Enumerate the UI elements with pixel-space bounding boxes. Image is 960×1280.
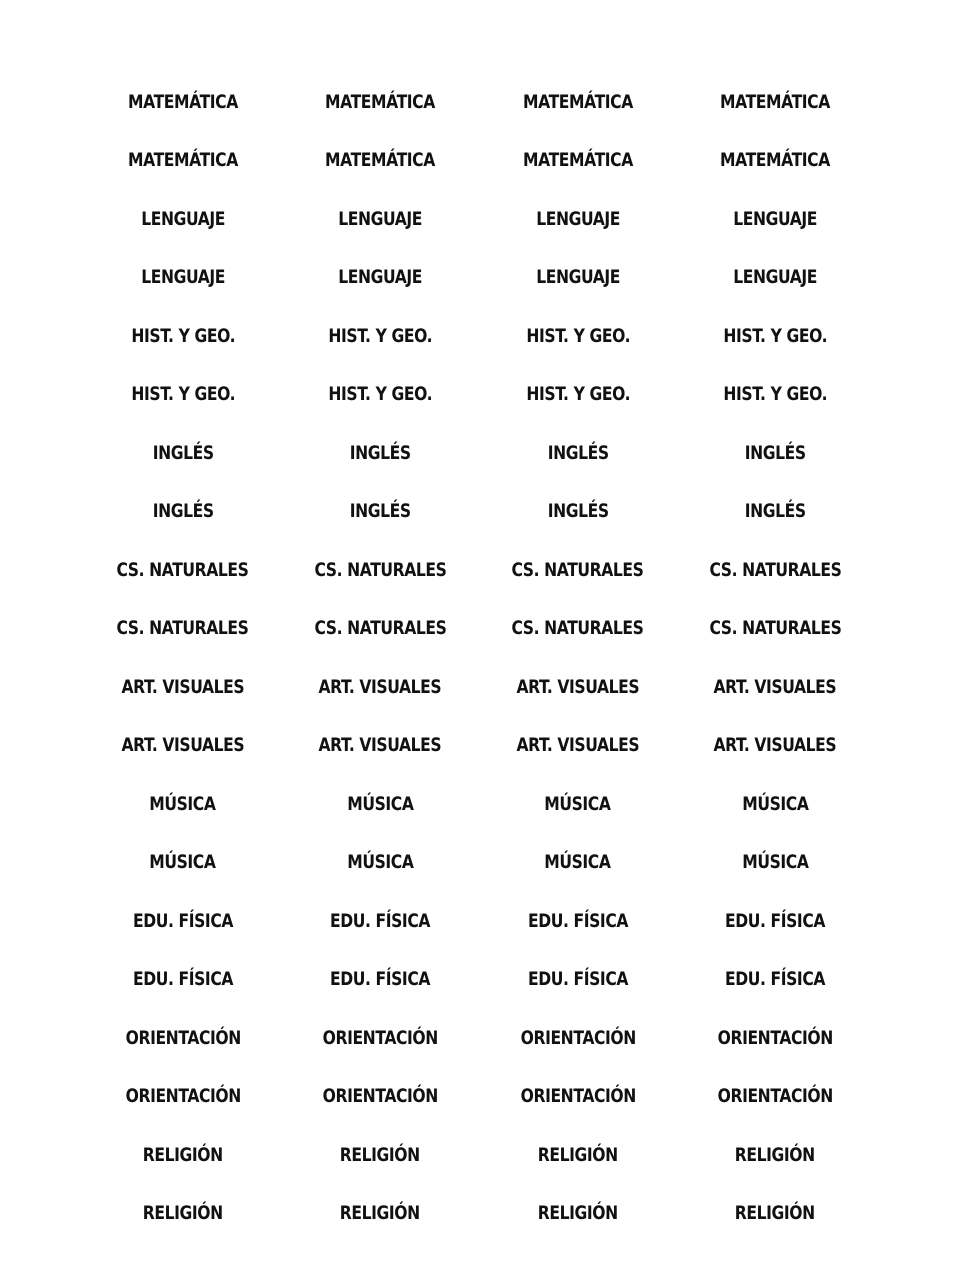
subject-label: RELIGIÓN — [142, 1202, 223, 1225]
subject-label: EDU. FÍSICA — [527, 968, 628, 991]
subject-label: MÚSICA — [742, 792, 809, 815]
subject-label: ORIENTACIÓN — [125, 1026, 241, 1049]
subject-label: ART. VISUALES — [318, 734, 442, 757]
subject-label: MATEMÁTICA — [127, 90, 238, 113]
subject-label: ORIENTACIÓN — [520, 1085, 636, 1108]
subject-label: HIST. Y GEO. — [328, 324, 433, 347]
subject-label: CS. NATURALES — [314, 617, 447, 640]
subject-label: ART. VISUALES — [516, 675, 640, 698]
subject-label: INGLÉS — [152, 500, 214, 523]
subject-label: LENGUAJE — [140, 266, 225, 289]
subject-label: INGLÉS — [744, 500, 806, 523]
subject-label: MATEMÁTICA — [127, 149, 238, 172]
subject-label: ART. VISUALES — [318, 675, 442, 698]
subject-label: MATEMÁTICA — [720, 149, 831, 172]
subject-label: EDU. FÍSICA — [527, 909, 628, 932]
subject-label: MÚSICA — [544, 792, 611, 815]
subject-label: MÚSICA — [544, 851, 611, 874]
subject-label: CS. NATURALES — [709, 617, 842, 640]
subject-label: MATEMÁTICA — [325, 149, 436, 172]
subject-label: LENGUAJE — [140, 207, 225, 230]
subject-label: RELIGIÓN — [537, 1202, 618, 1225]
subject-label: INGLÉS — [152, 441, 214, 464]
subject-label: LENGUAJE — [733, 266, 818, 289]
subject-label: EDU. FÍSICA — [330, 968, 431, 991]
subject-label: EDU. FÍSICA — [132, 968, 233, 991]
subject-label: HIST. Y GEO. — [723, 383, 828, 406]
subject-label: RELIGIÓN — [340, 1202, 421, 1225]
subject-label: INGLÉS — [547, 441, 609, 464]
subject-label: ART. VISUALES — [713, 675, 837, 698]
subject-label: ART. VISUALES — [516, 734, 640, 757]
subject-label: ORIENTACIÓN — [125, 1085, 241, 1108]
subject-label: MÚSICA — [347, 792, 414, 815]
subject-label: HIST. Y GEO. — [525, 383, 630, 406]
subject-label: INGLÉS — [744, 441, 806, 464]
subject-label: INGLÉS — [349, 441, 411, 464]
subject-label: MATEMÁTICA — [720, 90, 831, 113]
subject-label: INGLÉS — [547, 500, 609, 523]
subject-label: MÚSICA — [149, 851, 216, 874]
subject-label: EDU. FÍSICA — [725, 909, 826, 932]
subject-label: ORIENTACIÓN — [322, 1026, 438, 1049]
subject-label: LENGUAJE — [338, 207, 423, 230]
subject-label: HIST. Y GEO. — [328, 383, 433, 406]
subject-label: RELIGIÓN — [735, 1143, 816, 1166]
subject-label: EDU. FÍSICA — [132, 909, 233, 932]
subject-label: HIST. Y GEO. — [130, 383, 235, 406]
subject-label: INGLÉS — [349, 500, 411, 523]
subject-label: ART. VISUALES — [713, 734, 837, 757]
subject-label: ORIENTACIÓN — [717, 1085, 833, 1108]
subject-label: EDU. FÍSICA — [725, 968, 826, 991]
subject-label: CS. NATURALES — [511, 617, 644, 640]
subject-label: LENGUAJE — [535, 207, 620, 230]
subject-label: ORIENTACIÓN — [322, 1085, 438, 1108]
subject-label: MÚSICA — [347, 851, 414, 874]
subject-label: ORIENTACIÓN — [520, 1026, 636, 1049]
subject-label: EDU. FÍSICA — [330, 909, 431, 932]
subject-label: ORIENTACIÓN — [717, 1026, 833, 1049]
subject-label: CS. NATURALES — [709, 558, 842, 581]
subject-label: LENGUAJE — [338, 266, 423, 289]
label-sheet — [84, 73, 874, 1243]
subject-label: HIST. Y GEO. — [130, 324, 235, 347]
subject-label: MÚSICA — [742, 851, 809, 874]
subject-label: CS. NATURALES — [314, 558, 447, 581]
subject-label: CS. NATURALES — [116, 617, 249, 640]
subject-label: LENGUAJE — [733, 207, 818, 230]
subject-label: CS. NATURALES — [116, 558, 249, 581]
subject-label: CS. NATURALES — [511, 558, 644, 581]
subject-label: RELIGIÓN — [340, 1143, 421, 1166]
subject-label: MATEMÁTICA — [325, 90, 436, 113]
subject-label: RELIGIÓN — [735, 1202, 816, 1225]
subject-label: ART. VISUALES — [121, 675, 245, 698]
subject-label: MATEMÁTICA — [522, 90, 633, 113]
subject-label: RELIGIÓN — [142, 1143, 223, 1166]
subject-label: MATEMÁTICA — [522, 149, 633, 172]
subject-label: HIST. Y GEO. — [525, 324, 630, 347]
subject-label: MÚSICA — [149, 792, 216, 815]
subject-label: RELIGIÓN — [537, 1143, 618, 1166]
subject-label: LENGUAJE — [535, 266, 620, 289]
subject-label: HIST. Y GEO. — [723, 324, 828, 347]
subject-label: ART. VISUALES — [121, 734, 245, 757]
